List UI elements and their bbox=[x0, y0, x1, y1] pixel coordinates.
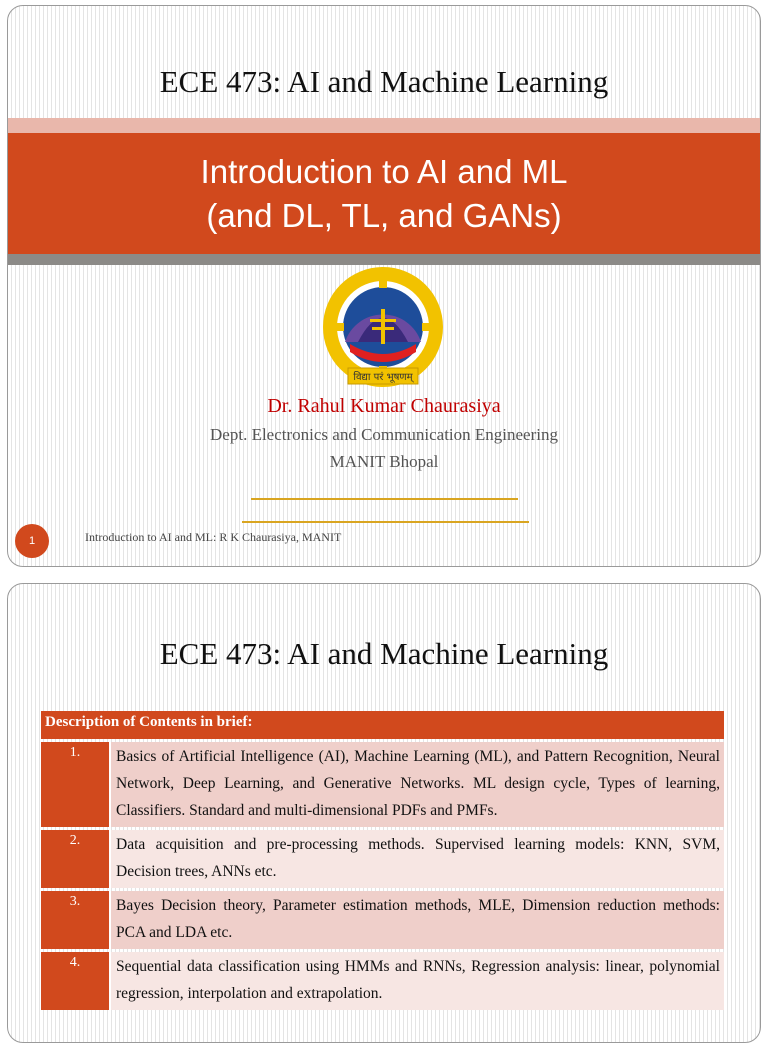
department: Dept. Electronics and Communication Engineering bbox=[210, 425, 558, 444]
divider-line bbox=[242, 521, 529, 523]
row-description: Data acquisition and pre-processing methods. Supervised learning models: KNN, SVM, Decision trees, ANNs etc. bbox=[111, 830, 724, 888]
title-band bbox=[8, 133, 760, 254]
row-description: Basics of Artificial Intelligence (AI), Machine Learning (ML), and Pattern Recognition, Neural Network, Deep Learning, and Generative Networks. ML design cycle, Types of learning, Classifiers. Standard and multi-dimensional PDFs and PMFs. bbox=[111, 742, 724, 827]
contents-table bbox=[41, 711, 724, 1010]
table-row bbox=[41, 742, 724, 827]
main-title-line-2: (and DL, TL, and GANs) bbox=[206, 196, 562, 234]
table-header: Description of Contents in brief: bbox=[41, 711, 724, 739]
table-row bbox=[41, 952, 724, 1010]
logo-motto: विद्या परं भूषणम् bbox=[353, 372, 413, 383]
page-number-badge: 1 bbox=[15, 524, 49, 558]
row-number: 1. bbox=[41, 742, 109, 827]
course-title: ECE 473: AI and Machine Learning bbox=[159, 64, 609, 99]
row-description: Sequential data classification using HMMs and RNNs, Regression analysis: linear, polynomial regression, interpolation and extrapolation. bbox=[111, 952, 724, 1010]
contents-slide bbox=[7, 583, 761, 1043]
table-row bbox=[41, 891, 724, 949]
row-number: 2. bbox=[41, 830, 109, 888]
main-title-line-1: Introduction to AI and ML bbox=[200, 152, 568, 190]
row-number: 4. bbox=[41, 952, 109, 1010]
author-name: Dr. Rahul Kumar Chaurasiya bbox=[267, 395, 501, 417]
slide-footer: Introduction to AI and ML: R K Chaurasiya, MANIT bbox=[85, 530, 342, 544]
row-number: 3. bbox=[41, 891, 109, 949]
title-slide bbox=[7, 5, 761, 567]
row-description: Bayes Decision theory, Parameter estimation methods, MLE, Dimension reduction methods: PCA and LDA etc. bbox=[111, 891, 724, 949]
institute: MANIT Bhopal bbox=[329, 452, 439, 471]
manit-logo-icon bbox=[320, 264, 446, 394]
title-band-top bbox=[8, 118, 760, 133]
table-row bbox=[41, 830, 724, 888]
divider-line bbox=[251, 498, 518, 500]
course-title: ECE 473: AI and Machine Learning bbox=[159, 636, 609, 671]
